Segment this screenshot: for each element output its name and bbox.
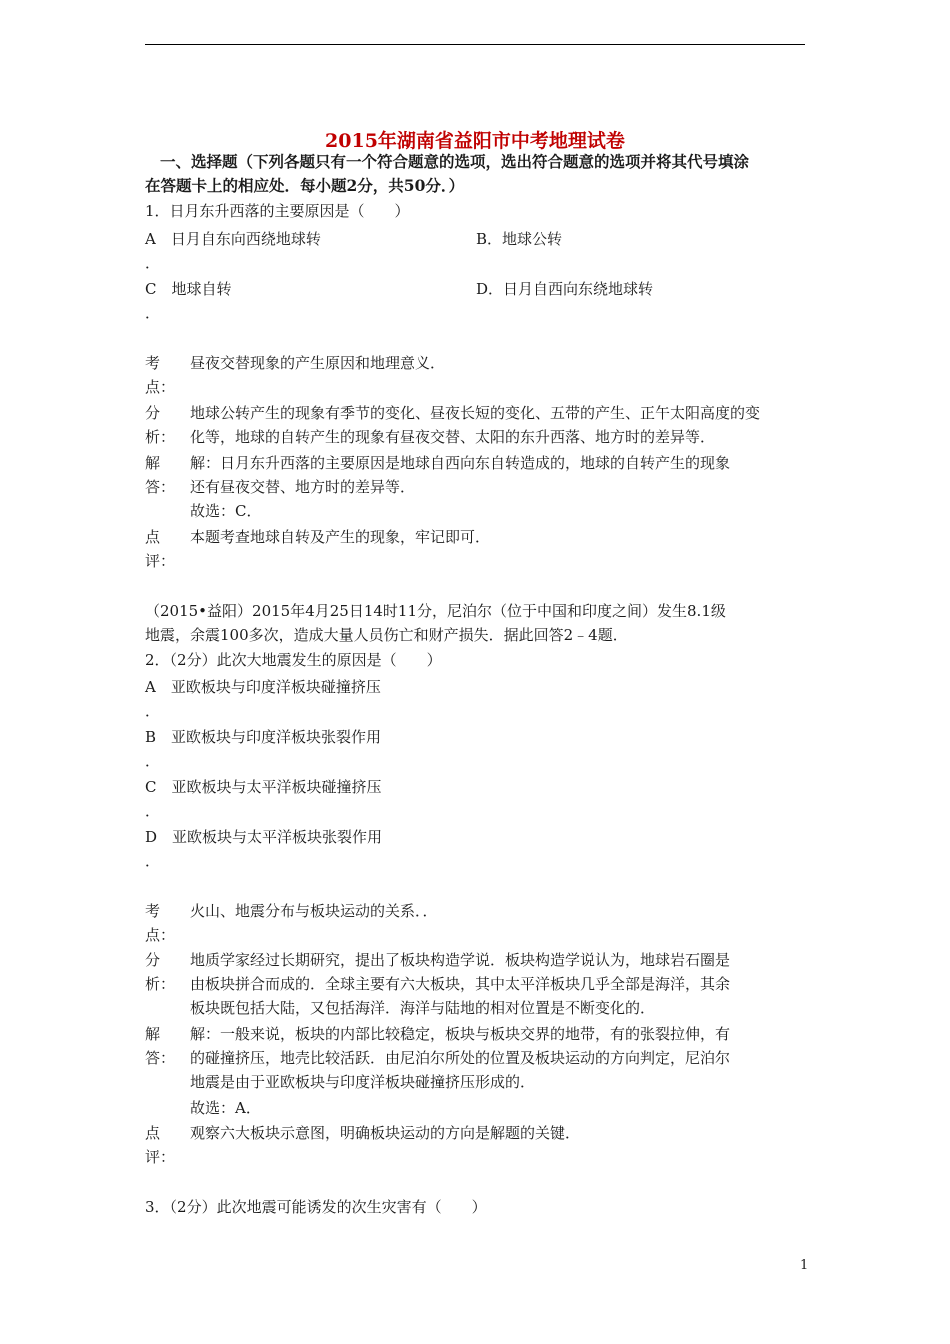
q2-jieda-label1: 解 xyxy=(145,1025,161,1043)
q1-option-d: D．日月自西向东绕地球转 xyxy=(476,280,654,298)
q2-option-b-dot: ． xyxy=(145,752,161,770)
q2-fenxi-label2: 析： xyxy=(145,975,176,993)
q1-dianping-label2: 评： xyxy=(145,552,176,570)
q1-stem: 1．日月东升西落的主要原因是（ ） xyxy=(145,202,410,220)
q2-fenxi-text2: 由板块拼合而成的．全球主要有六大板块，其中太平洋板块几乎全部是海洋，其余 xyxy=(190,975,731,993)
q1-fenxi-label2: 析： xyxy=(145,428,176,446)
q1-option-c: C 地球自转 xyxy=(145,280,232,298)
q1-dianping-text: 本题考查地球自转及产生的现象，牢记即可． xyxy=(190,528,491,546)
q2-kaodian-label1: 考 xyxy=(145,902,161,920)
q2-dianping-label1: 点 xyxy=(145,1124,161,1142)
q1-jieda-text3: 故选：C． xyxy=(190,502,262,520)
header-rule xyxy=(145,44,805,45)
q1-jieda-text1: 解：日月东升西落的主要原因是地球自西向东自转造成的，地球的自转产生的现象 xyxy=(190,454,731,472)
q1-kaodian-text: 昼夜交替现象的产生原因和地理意义． xyxy=(190,354,446,372)
q1-fenxi-text1: 地球公转产生的现象有季节的变化、昼夜长短的变化、五带的产生、正午太阳高度的变 xyxy=(190,404,761,422)
q1-fenxi-label1: 分 xyxy=(145,404,161,422)
q2-option-c: C 亚欧板块与太平洋板块碰撞挤压 xyxy=(145,778,382,796)
q2-fenxi-text3: 板块既包括大陆，又包括海洋．海洋与陆地的相对位置是不断变化的． xyxy=(190,999,656,1017)
q2-fenxi-label1: 分 xyxy=(145,951,161,969)
q1-kaodian-label2: 点： xyxy=(145,378,176,396)
q2-option-a: A 亚欧板块与印度洋板块碰撞挤压 xyxy=(145,678,381,696)
passage-line2: 地震，余震100多次，造成大量人员伤亡和财产损失．据此回答2﹣4题． xyxy=(145,626,628,644)
q2-jieda-text4: 故选：A． xyxy=(190,1099,261,1117)
q1-jieda-label1: 解 xyxy=(145,454,161,472)
q1-fenxi-text2: 化等，地球的自转产生的现象有昼夜交替、太阳的东升西落、地方时的差异等． xyxy=(190,428,716,446)
q1-dianping-label1: 点 xyxy=(145,528,161,546)
q1-option-a: A 日月自东向西绕地球转 xyxy=(145,230,321,248)
q1-jieda-label2: 答： xyxy=(145,478,176,496)
q2-dianping-text: 观察六大板块示意图，明确板块运动的方向是解题的关键． xyxy=(190,1124,581,1142)
q1-kaodian-label1: 考 xyxy=(145,354,161,372)
q2-kaodian-text: 火山、地震分布与板块运动的关系．． xyxy=(190,902,438,920)
q3-stem: 3．（2分）此次地震可能诱发的次生灾害有（ ） xyxy=(145,1198,487,1216)
q2-option-d: D 亚欧板块与太平洋板块张裂作用 xyxy=(145,828,383,846)
section-heading-line2: 在答题卡上的相应处．每小题2分，共50分．） xyxy=(145,176,465,195)
q2-jieda-text3: 地震是由于亚欧板块与印度洋板块碰撞挤压形成的． xyxy=(190,1073,536,1091)
q1-option-a-dot: ． xyxy=(145,254,161,272)
q2-jieda-label2: 答： xyxy=(145,1049,176,1067)
q2-dianping-label2: 评： xyxy=(145,1148,176,1166)
section-heading-line1: 一、选择题（下列各题只有一个符合题意的选项，选出符合题意的选项并将其代号填涂 xyxy=(160,152,750,171)
q2-jieda-text1: 解：一般来说，板块的内部比较稳定，板块与板块交界的地带，有的张裂拉伸，有 xyxy=(190,1025,731,1043)
q2-fenxi-text1: 地质学家经过长期研究，提出了板块构造学说．板块构造学说认为，地球岩石圈是 xyxy=(190,951,731,969)
q1-option-c-dot: ． xyxy=(145,304,161,322)
q1-jieda-text2: 还有昼夜交替、地方时的差异等． xyxy=(190,478,416,496)
q2-option-c-dot: ． xyxy=(145,802,161,820)
q2-jieda-text2: 的碰撞挤压，地壳比较活跃．由尼泊尔所处的位置及板块运动的方向判定，尼泊尔 xyxy=(190,1049,731,1067)
q2-stem: 2．（2分）此次大地震发生的原因是（ ） xyxy=(145,651,442,669)
passage-line1: （2015•益阳）2015年4月25日14时11分，尼泊尔（位于中国和印度之间）发生8.1级 xyxy=(145,602,726,620)
page-title: 2015年湖南省益阳市中考地理试卷 xyxy=(325,130,625,152)
q1-option-b: B．地球公转 xyxy=(476,230,563,248)
q2-option-d-dot: ． xyxy=(145,852,161,870)
q2-option-a-dot: ． xyxy=(145,702,161,720)
q2-kaodian-label2: 点： xyxy=(145,926,176,944)
page-number: 1 xyxy=(800,1258,809,1273)
q2-option-b: B 亚欧板块与印度洋板块张裂作用 xyxy=(145,728,382,746)
